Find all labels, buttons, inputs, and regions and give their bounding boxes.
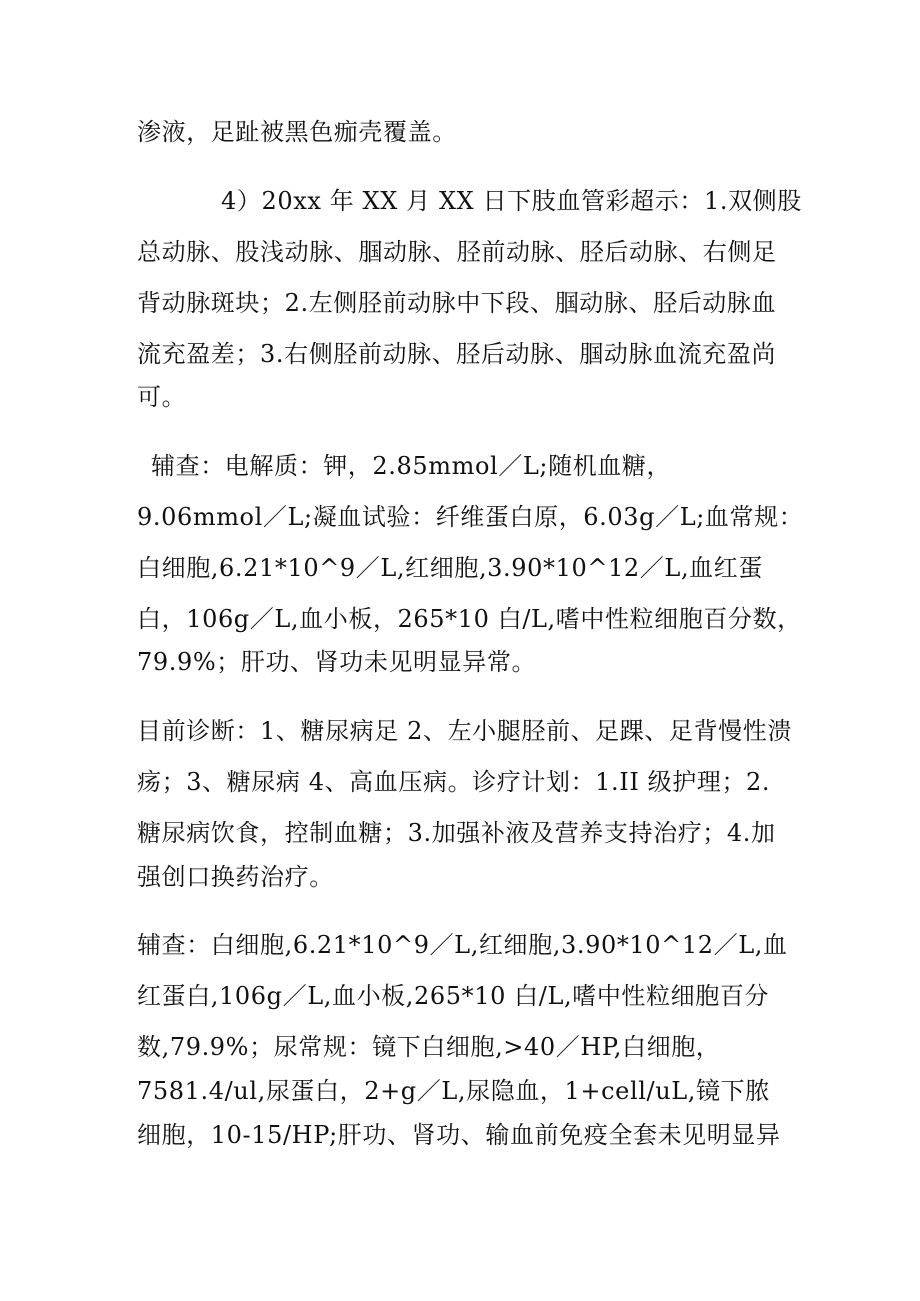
text-line: 疡；3、糖尿病 4、高血压病。诊疗计划：1.II 级护理；2. [137,768,771,796]
text-line: 渗液，足趾被黑色痂壳覆盖。 [137,118,457,146]
text-line: 流充盈差；3.右侧胫前动脉、胫后动脉、腘动脉血流充盈尚 [137,340,777,368]
text-line: 红蛋白,106g／L,血小板,265*10 白/L,嗜中性粒细胞百分 [137,982,770,1010]
text-line: 辅查：电解质：钾，2.85mmol／L;随机血糖， [151,452,672,480]
text-line: 糖尿病饮食，控制血糖；3.加强补液及营养支持治疗；4.加 [137,819,776,847]
text-line: 可。 [137,383,187,411]
text-line: 白细胞,6.21*10^9／L,红细胞,3.90*10^12／L,血红蛋 [137,554,763,582]
text-line: 79.9%；肝功、肾功未见明显异常。 [137,648,537,676]
text-line: 白，106g／L,血小板，265*10 白/L,嗜中性粒细胞百分数， [137,605,802,633]
text-line: 目前诊断：1、糖尿病足 2、左小腿胫前、足踝、足背慢性溃 [137,717,792,745]
text-line: 辅查：白细胞,6.21*10^9／L,红细胞,3.90*10^12／L,血 [137,931,788,959]
text-line: 强创口换药治疗。 [137,863,334,891]
text-line: 总动脉、股浅动脉、腘动脉、胫前动脉、胫后动脉、右侧足 [137,238,777,266]
text-line: 7581.4/ul,尿蛋白，2+g／L,尿隐血，1+cell/uL,镜下脓 [137,1077,770,1105]
text-line: 4）20xx 年 XX 月 XX 日下肢血管彩超示：1.双侧股 [221,187,802,215]
text-line: 9.06mmol／L;凝血试验：纤维蛋白原，6.03g／L;血常规： [137,503,804,531]
text-line: 细胞，10-15/HP;肝功、肾功、输血前免疫全套未见明显异 [137,1121,781,1149]
text-line: 背动脉斑块；2.左侧胫前动脉中下段、腘动脉、胫后动脉血 [137,289,777,317]
text-line: 数,79.9%；尿常规：镜下白细胞,>40／HP,白细胞， [137,1033,721,1061]
